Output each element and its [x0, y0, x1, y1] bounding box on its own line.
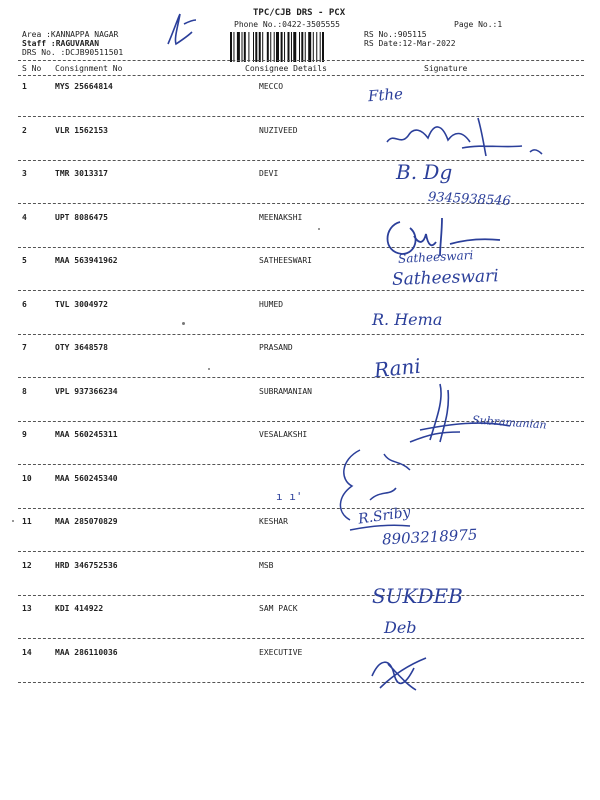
row-sno: 12: [22, 561, 32, 570]
row-consignee: VESALAKSHI: [259, 430, 308, 439]
signature-row-10: [330, 440, 440, 540]
row-divider: [18, 551, 584, 552]
area-label: Area :KANNAPPA NAGAR: [22, 30, 119, 39]
row-consignment-no: OTY 3648578: [55, 343, 108, 352]
row-consignment-no: VLR 1562153: [55, 126, 108, 135]
scan-speck: [182, 322, 185, 325]
row-sno: 5: [22, 256, 27, 265]
row-consignment-no: UPT 8086475: [55, 213, 108, 222]
rs-number: RS No.:905115: [364, 30, 427, 39]
header-signature: [160, 10, 200, 50]
rs-date: RS Date:12-Mar-2022: [364, 39, 456, 48]
row-consignment-no: HRD 346752536: [55, 561, 118, 570]
row-sno: 9: [22, 430, 27, 439]
signature-row-7: Rani: [372, 353, 422, 383]
row-consignee: KESHAR: [259, 517, 288, 526]
row-sno: 10: [22, 474, 32, 483]
scan-speck: [12, 520, 14, 522]
signature-row-10-mark: ı ı': [276, 490, 303, 503]
row-consignee: MEENAKSHI: [259, 213, 303, 222]
signature-row-11-phone: 8903218975: [381, 525, 478, 549]
row-divider: [18, 290, 584, 291]
header-rule-top: [18, 60, 584, 61]
signature-row-6: R. Hema: [372, 310, 443, 329]
signature-row-3-phone: 9345938546: [427, 189, 512, 210]
signature-row-14: [366, 654, 436, 694]
row-consignment-no: KDI 414922: [55, 604, 104, 613]
row-sno: 7: [22, 343, 27, 352]
row-consignee: DEVI: [259, 169, 279, 178]
signature-row-8-name: Subramanian: [471, 413, 548, 432]
col-signature: Signature: [424, 64, 468, 73]
row-sno: 11: [22, 517, 32, 526]
row-sno: 13: [22, 604, 32, 613]
row-consignment-no: MAA 560245311: [55, 430, 118, 439]
row-consignment-no: VPL 937366234: [55, 387, 118, 396]
row-consignee: EXECUTIVE: [259, 648, 303, 657]
signature-row-3: B. Dg: [396, 160, 453, 184]
row-consignee: SAM PACK: [259, 604, 298, 613]
row-divider: [18, 638, 584, 639]
drs-number: DRS No. :DCJB90511501: [22, 48, 124, 57]
barcode: [230, 32, 358, 62]
row-divider: [18, 682, 584, 683]
row-consignment-no: TVL 3004972: [55, 300, 108, 309]
row-sno: 2: [22, 126, 27, 135]
sheet-title: TPC/CJB DRS - PCX: [253, 8, 346, 18]
page-number: Page No.:1: [454, 20, 503, 29]
row-divider: [18, 464, 584, 465]
signature-row-5a: Satheeswari: [397, 248, 474, 266]
signature-row-11: R.Sriby: [357, 504, 412, 528]
scan-speck: [318, 228, 320, 230]
row-consignee: PRASAND: [259, 343, 293, 352]
row-sno: 4: [22, 213, 27, 222]
row-consignee: HUMED: [259, 300, 284, 309]
row-divider: [18, 508, 584, 509]
row-divider: [18, 595, 584, 596]
row-sno: 14: [22, 648, 32, 657]
row-sno: 1: [22, 82, 27, 91]
row-sno: 6: [22, 300, 27, 309]
row-divider: [18, 377, 584, 378]
scan-speck: [208, 368, 210, 370]
signature-row-2: [382, 112, 552, 162]
signature-row-1: Fthe: [367, 84, 404, 106]
row-consignee: MECCO: [259, 82, 284, 91]
row-consignment-no: MAA 563941962: [55, 256, 118, 265]
row-sno: 3: [22, 169, 27, 178]
row-consignment-no: MAA 285070829: [55, 517, 118, 526]
row-sno: 8: [22, 387, 27, 396]
header-rule-bottom: [18, 75, 584, 76]
row-consignment-no: MAA 560245340: [55, 474, 118, 483]
signature-row-12: SUKDEB: [372, 584, 463, 608]
phone-number: Phone No.:0422-3505555: [234, 20, 340, 29]
col-consignee: Consignee Details: [245, 64, 327, 73]
col-consignment: Consignment No: [55, 64, 123, 73]
row-consignment-no: MYS 25664814: [55, 82, 113, 91]
row-consignee: NUZIVEED: [259, 126, 298, 135]
row-consignee: SUBRAMANIAN: [259, 387, 312, 396]
row-consignee: MSB: [259, 561, 274, 570]
staff-label: Staff :RAGUVARAN: [22, 39, 100, 48]
row-consignment-no: MAA 286110036: [55, 648, 118, 657]
row-consignment-no: TMR 3013317: [55, 169, 108, 178]
col-sno: S No: [22, 64, 42, 73]
signature-row-13: Deb: [384, 618, 417, 637]
signature-row-5b: Satheeswari: [391, 266, 499, 290]
row-consignee: SATHEESWARI: [259, 256, 312, 265]
row-divider: [18, 334, 584, 335]
